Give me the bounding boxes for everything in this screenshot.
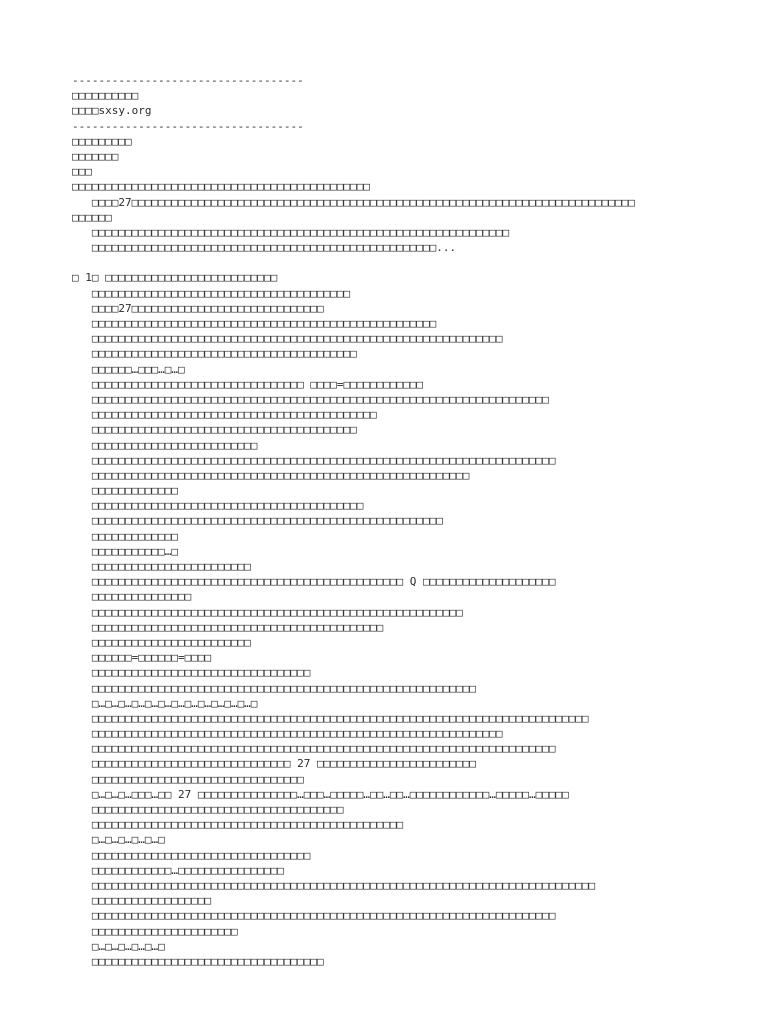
text-line: □…□…□…□…□…□ xyxy=(72,939,165,953)
text-line: □□□□□□□□□□□□□□□□□□□□□□□□□□□□□□□□□□□□□□□□□□□□ xyxy=(72,620,384,634)
document-text xyxy=(72,73,762,969)
text-line: □□□□□□□□□□□□□□□□□□□□□□□□□□□□□□□□□□□□□□□□□ xyxy=(72,499,364,513)
text-line: ----------------------------------- xyxy=(72,119,304,133)
text-line: □□□□□□□□□□□□□□□□□□□□□□□□□□□□□□□□□□□□□□□□□□□□□□□□□□□□□□□□□□□□□□ xyxy=(72,727,503,741)
text-line: □□□□□□…□□□…□…□ xyxy=(72,362,185,376)
text-line: □□□□□□□□□□□□□□□□□□□□□□□□□□□□□□□□□ xyxy=(72,666,311,680)
text-line: □□□□□□□□□□□□□□□□□□□□□□□□□□□□□□□□□□□□□□□□□□□□□□□□□□□□□□□□□□□□□□□□□□□□□□ xyxy=(72,742,556,756)
text-line: □□□□□□□□□□□□□□□□□□□□□□□□□□□□□□□□□□□□□□□□□□□□□ xyxy=(72,180,371,194)
text-line: □□□ xyxy=(72,165,92,179)
text-line: □□□□□□=□□□□□□=□□□□ xyxy=(72,651,212,665)
text-line: □□□□□□□□□□□□□□□ xyxy=(72,590,192,604)
text-line: □□□□□□□□□□□□□□□□□□□□□□□□□□□□□□□□□□□□□□□□□□□□□□□□□□□□□□□□□□□□□□□□□□□□□□ xyxy=(72,909,556,923)
text-line: □□□□□□□□□□□□□□□□□□□□□□□□□□□□□□□□□□□□□□□□□□□□□□□□□□□□□□□□□□□□□□ xyxy=(72,332,503,346)
text-line: □□□□□□ xyxy=(72,210,112,224)
text-line: □□□□□□□□□□□□□□□□□□□□□□□□□□□□□□□□□□□□□□□□□□□□□□□□□□□□□□□□□□□□□□□ xyxy=(72,225,510,239)
text-line: □□□□□□□□□□□□□□□□□□□□□□□□ xyxy=(72,560,251,573)
text-line: □…□…□…□□□…□□ 27 □□□□□□□□□□□□□□□…□□□…□□□□□…□□…□□…□□□□□□□□□□□□…□□□□□…□□□□□ xyxy=(72,787,569,801)
text-line: □□□□□□□□□□□□□□□□□□□□□□□□□□□□□□□□□□□□□□□□□□□□□□□ Q □□□□□□□□□□□□□□□□□□□□ xyxy=(72,575,556,589)
text-line xyxy=(72,255,762,270)
text-line: □□□□□□□□□□□□□□□□□□ xyxy=(72,894,212,908)
text-line: □□□□□□□□□□□□□□□□□□□□□□□□□□□□□□□□□□□□□□□□□□□□□□□□□□□□□□□□□□ xyxy=(72,681,476,695)
text-line: ----------------------------------- xyxy=(72,74,304,87)
text-line: □□□□□□□□□□□□□□□□□□□□□□□□□□□□□□□□□□□□□□□□□□□□□□□ xyxy=(72,818,404,832)
text-line: □□□□□□□□□□□□□□□□□□□□□□□□□□□□□□□□□□□□□□□□ xyxy=(72,347,357,361)
text-line: □ 1□ □□□□□□□□□□□□□□□□□□□□□□□□□□ xyxy=(72,271,278,285)
text-line: □□□□□□□□□□□□□ xyxy=(72,484,178,498)
text-line: □□□□□□□□□□□□□□□□□□□□□□□□□□□□□□□□ □□□□=□□□□□□□□□□□□ xyxy=(72,377,423,391)
text-line: □□□□□□□□□□□□□□□□□□□□□□□□□□□□□□□□□□□□□□□□□□□□□□□□□□□□□□□□□□□□□□□□□□□□□□ xyxy=(72,453,556,467)
text-line: □□□□□□□□□□□□□□□□□□□□□□□□ xyxy=(72,635,251,649)
text-line: □□□□□□□□□□□□□□□□□□□□□□□□□□□□□□□□□□□□□□□□ xyxy=(72,423,357,437)
text-line: □□□□□□□□□□□□□□□□□□□□□□□□□□□□□□□□□□□□□□□□□□□□□□□□□□□□□ xyxy=(72,514,443,528)
text-line: □□□□□□□□□ xyxy=(72,134,132,148)
text-line: □□□□□□□□□□□□□□□□□□□□□□□□□□□□□□□□□□□□□□ xyxy=(72,803,344,816)
text-line: □□□□27□□□□□□□□□□□□□□□□□□□□□□□□□□□□□□□□□□□□□□□□□□□□□□□□□□□□□□□□□□□□□□□□□□□□□□□□□□□□ xyxy=(72,195,635,209)
text-line: □□□□sxsy.org xyxy=(72,104,152,118)
text-line: □□□□□□□□□□□□□□□□□□□□□□□□□□□□□□□□□□□□□□□ xyxy=(72,286,351,300)
text-line: □□□□□□□□□□□□□□□□□□□□□□□□□□□□□□□□□□□□□□□□□□□□□□□□□□□□□□□□□ xyxy=(72,468,470,482)
text-line: □□□□□□□□□□□□□□□□□□□□□□□□□□□□□□□□ xyxy=(72,772,304,786)
text-line: □…□…□…□…□…□ xyxy=(72,833,165,847)
text-line: □□□□□□□□□□□□□□□□□□□□□□□□□□□□□□□□□□□□□□□□□□□□□□□□□□□□□□□□□□□□□□□□□□□□□□□□□□□ xyxy=(72,711,589,725)
text-line: □…□…□…□…□…□…□…□…□…□…□…□…□ xyxy=(72,696,258,710)
text-line: □□□□□□□□□□□□□□□□□□□□□□□□□□□□□□□□□ xyxy=(72,848,311,862)
text-line: □□□□□□□□□□□□□□□□□□□□□□□□□□□□□□□□□□□□□□□□□□□□□□□□□□□□□□□□□□□□□□□□□□□□□ xyxy=(72,392,549,406)
text-line: □□□□□□□□□□□□□ xyxy=(72,529,178,543)
text-line: □□□□□□□ xyxy=(72,149,119,163)
text-line: □□□□□□□□□□□□□□□□□□□□□□□□□□□□□□□□□□□□□□□□□□□□□□□□□□□□□□□□ xyxy=(72,605,463,619)
text-line: □□□□27□□□□□□□□□□□□□□□□□□□□□□□□□□□□□ xyxy=(72,301,324,315)
text-line: □□□□□□□□□□□□□□□□□□□□□□□□□□□□□□□□□□□□□□□□□□□□□□□□□□□□... xyxy=(72,241,457,255)
text-line: □□□□□□□□□□□□…□□□□□□□□□□□□□□□□ xyxy=(72,863,284,877)
text-line: □□□□□□□□□□ xyxy=(72,89,139,103)
text-line: □□□□□□□□□□□□□□□□□□□□□□□□□□□□□□□□□□□□□□□□□□□□□□□□□□□□ xyxy=(72,317,437,330)
text-line: □□□□□□□□□□□□□□□□□□□□□□ xyxy=(72,924,238,938)
text-line: □□□□□□□□□□□…□ xyxy=(72,544,178,558)
text-line: □□□□□□□□□□□□□□□□□□□□□□□□□□□□□□□□□□□ xyxy=(72,954,324,968)
text-line: □□□□□□□□□□□□□□□□□□□□□□□□□□□□□□□□□□□□□□□□□□□□□□□□□□□□□□□□□□□□□□□□□□□□□□□□□□□□ xyxy=(72,878,596,892)
text-line: □□□□□□□□□□□□□□□□□□□□□□□□□ xyxy=(72,438,258,452)
text-line: □□□□□□□□□□□□□□□□□□□□□□□□□□□□□□□□□□□□□□□□□□□ xyxy=(72,408,377,422)
text-line: □□□□□□□□□□□□□□□□□□□□□□□□□□□□□□ 27 □□□□□□□□□□□□□□□□□□□□□□□□ xyxy=(72,757,476,771)
